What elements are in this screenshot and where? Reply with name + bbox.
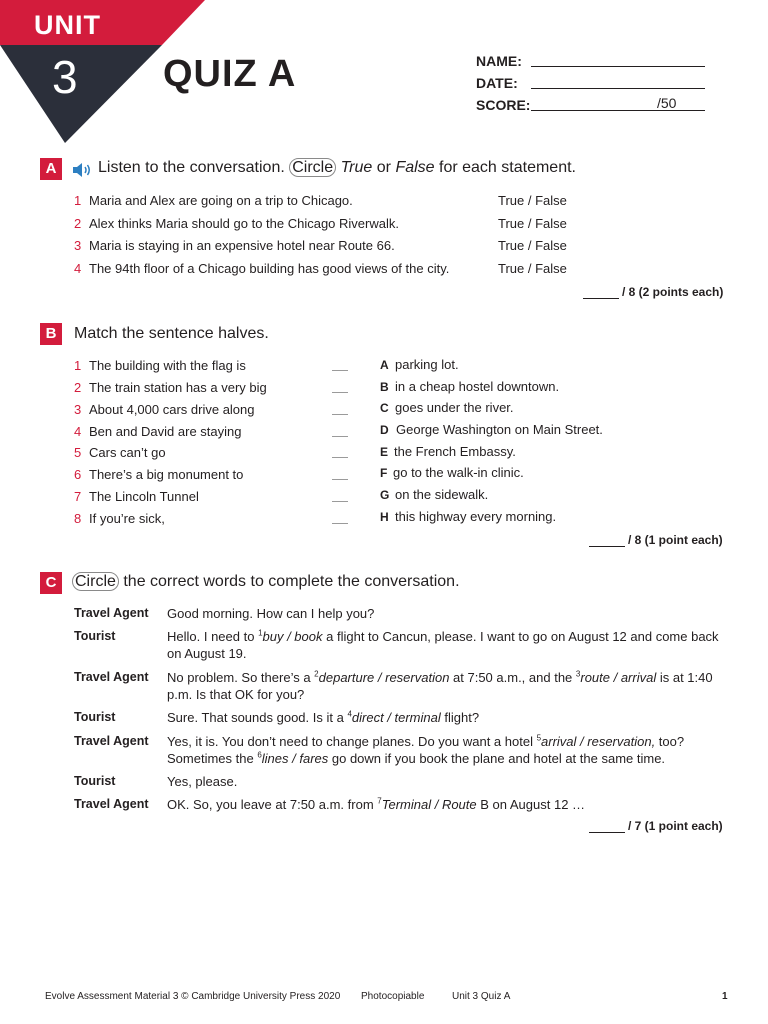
- dialogue-text: Hello. I need to: [167, 629, 259, 644]
- dialogue-text: Good morning. How can I help you?: [167, 606, 375, 621]
- word-choice[interactable]: route / arrival: [580, 670, 657, 685]
- name-label: NAME:: [476, 53, 522, 69]
- item-number: 1: [74, 358, 82, 373]
- gap-number: 3: [575, 669, 581, 679]
- sentence-start: Ben and David are staying: [89, 424, 242, 439]
- dialogue-line: [167, 628, 727, 662]
- word-choice[interactable]: buy / book: [262, 629, 323, 644]
- dialogue-text: flight?: [440, 710, 480, 725]
- dialogue-text: a flight to Cancun, please. I want to go on August 12 and come back on August 19.: [167, 629, 719, 661]
- section-c-points: / 7 (1 point each): [589, 819, 723, 833]
- sentence-ending: this highway every morning.: [395, 509, 557, 524]
- gap-number: 2: [314, 669, 319, 679]
- item-number: 7: [74, 489, 82, 504]
- item-number: 1: [74, 193, 82, 208]
- option-letter: A: [380, 358, 389, 372]
- gap-number: 5: [536, 733, 542, 743]
- sentence-ending: go to the walk-in clinic.: [393, 465, 524, 480]
- name-field[interactable]: [531, 66, 705, 67]
- dialogue-line: [167, 733, 727, 767]
- dialogue-text: No problem. So there’s a: [167, 670, 315, 685]
- item-number: 8: [74, 511, 82, 526]
- sentence-ending: the French Embassy.: [394, 444, 516, 459]
- score-label: SCORE:: [476, 97, 531, 113]
- answer-blank[interactable]: [332, 523, 348, 524]
- sentence-ending: parking lot.: [395, 357, 459, 372]
- section-b-points: / 8 (1 point each): [589, 533, 723, 547]
- sentence-start: There’s a big monument to: [89, 467, 244, 482]
- option-letter: F: [380, 466, 388, 480]
- speaker-icon[interactable]: [72, 162, 92, 178]
- sentence-start: Cars can’t go: [89, 445, 166, 460]
- page-title: QUIZ A: [163, 53, 297, 95]
- speaker-name: Travel Agent: [74, 797, 149, 811]
- section-c-instruction: Circle the correct words to complete the conversation.: [72, 573, 460, 591]
- dialogue-line: [167, 605, 727, 622]
- footer-quiz-ref: Unit 3 Quiz A: [452, 991, 511, 1002]
- sentence-start: The Lincoln Tunnel: [89, 489, 199, 504]
- answer-blank[interactable]: [332, 457, 348, 458]
- statement-text: Maria is staying in an expensive hotel near Route 66.: [89, 238, 395, 253]
- true-false-choice[interactable]: True / False: [498, 261, 567, 276]
- speaker-name: Tourist: [74, 774, 116, 788]
- sentence-ending: on the sidewalk.: [395, 487, 489, 502]
- speaker-name: Tourist: [74, 629, 116, 643]
- footer-photocopiable: Photocopiable: [361, 991, 425, 1002]
- dialogue-text: Yes, please.: [167, 774, 238, 789]
- speaker-name: Tourist: [74, 710, 116, 724]
- dialogue-line: [167, 669, 727, 703]
- option-letter: G: [380, 488, 390, 502]
- true-false-choice[interactable]: True / False: [498, 216, 567, 231]
- item-number: 3: [74, 402, 82, 417]
- item-number: 3: [74, 238, 82, 253]
- section-a-instruction: Listen to the conversation. Circle True or False for each statement.: [98, 159, 576, 176]
- section-a-badge: A: [40, 158, 62, 180]
- footer-copyright: Evolve Assessment Material 3 © Cambridge University Press 2020: [45, 991, 341, 1002]
- date-field[interactable]: [531, 88, 705, 89]
- option-letter: D: [380, 423, 389, 437]
- dialogue-text: is at 1:40 p.m. Is that OK for you?: [167, 670, 713, 702]
- item-number: 5: [74, 445, 82, 460]
- score-total: /50: [657, 95, 677, 111]
- answer-blank[interactable]: [332, 414, 348, 415]
- gap-number: 7: [377, 796, 382, 806]
- item-number: 2: [74, 380, 82, 395]
- gap-number: 4: [347, 709, 352, 719]
- dialogue-line: [167, 796, 727, 813]
- answer-blank[interactable]: [332, 501, 348, 502]
- dialogue-line: [167, 773, 727, 790]
- dialogue-text: B on August 12 …: [476, 797, 586, 812]
- option-letter: E: [380, 445, 389, 459]
- word-choice[interactable]: Terminal / Route: [381, 797, 477, 812]
- points-blank[interactable]: [589, 832, 625, 833]
- points-blank[interactable]: [583, 298, 619, 299]
- true-false-choice[interactable]: True / False: [498, 193, 567, 208]
- dialogue-text: Sure. That sounds good. Is it a: [167, 710, 348, 725]
- sentence-start: About 4,000 cars drive along: [89, 402, 255, 417]
- true-false-choice[interactable]: True / False: [498, 238, 567, 253]
- dialogue-line: [167, 709, 727, 726]
- sentence-ending: in a cheap hostel downtown.: [395, 379, 560, 394]
- answer-blank[interactable]: [332, 479, 348, 480]
- option-letter: H: [380, 510, 389, 524]
- dialogue-text: OK. So, you leave at 7:50 a.m. from: [167, 797, 378, 812]
- section-b-instruction: Match the sentence halves.: [74, 325, 269, 342]
- unit-label: UNIT: [34, 10, 101, 40]
- item-number: 4: [74, 261, 82, 276]
- points-blank[interactable]: [589, 546, 625, 547]
- unit-number: 3: [52, 51, 78, 103]
- sentence-ending: George Washington on Main Street.: [396, 422, 603, 437]
- answer-blank[interactable]: [332, 436, 348, 437]
- item-number: 2: [74, 216, 82, 231]
- sentence-start: The train station has a very big: [89, 380, 267, 395]
- speaker-name: Travel Agent: [74, 670, 149, 684]
- score-field[interactable]: [531, 110, 705, 111]
- dialogue-text: Yes, it is. You don’t need to change planes. Do you want a hotel: [167, 734, 537, 749]
- item-number: 6: [74, 467, 82, 482]
- option-letter: C: [380, 401, 389, 415]
- word-choice[interactable]: lines / fares: [261, 751, 329, 766]
- statement-text: Maria and Alex are going on a trip to Chicago.: [89, 193, 353, 208]
- section-a-points: / 8 (2 points each): [583, 285, 723, 299]
- speaker-name: Travel Agent: [74, 734, 149, 748]
- section-b-badge: B: [40, 323, 62, 345]
- answer-blank[interactable]: [332, 370, 348, 371]
- item-number: 4: [74, 424, 82, 439]
- gap-number: 1: [258, 628, 263, 638]
- gap-number: 6: [257, 750, 262, 760]
- page-number: 1: [722, 991, 728, 1002]
- word-choice[interactable]: departure / reservation: [318, 670, 450, 685]
- statement-text: Alex thinks Maria should go to the Chicago Riverwalk.: [89, 216, 399, 231]
- option-letter: B: [380, 380, 389, 394]
- date-label: DATE:: [476, 75, 518, 91]
- section-c-badge: C: [40, 572, 62, 594]
- dialogue-text: go down if you book the plane and hotel at the same time.: [328, 751, 666, 766]
- word-choice[interactable]: direct / terminal: [351, 710, 441, 725]
- sentence-ending: goes under the river.: [395, 400, 514, 415]
- statement-text: The 94th floor of a Chicago building has good views of the city.: [89, 261, 450, 276]
- answer-blank[interactable]: [332, 392, 348, 393]
- sentence-start: The building with the flag is: [89, 358, 246, 373]
- dialogue-text: at 7:50 a.m., and the: [449, 670, 576, 685]
- sentence-start: If you’re sick,: [89, 511, 165, 526]
- word-choice[interactable]: arrival / reservation,: [541, 734, 656, 749]
- speaker-name: Travel Agent: [74, 606, 149, 620]
- dialogue-text: too? Sometimes the: [167, 734, 685, 766]
